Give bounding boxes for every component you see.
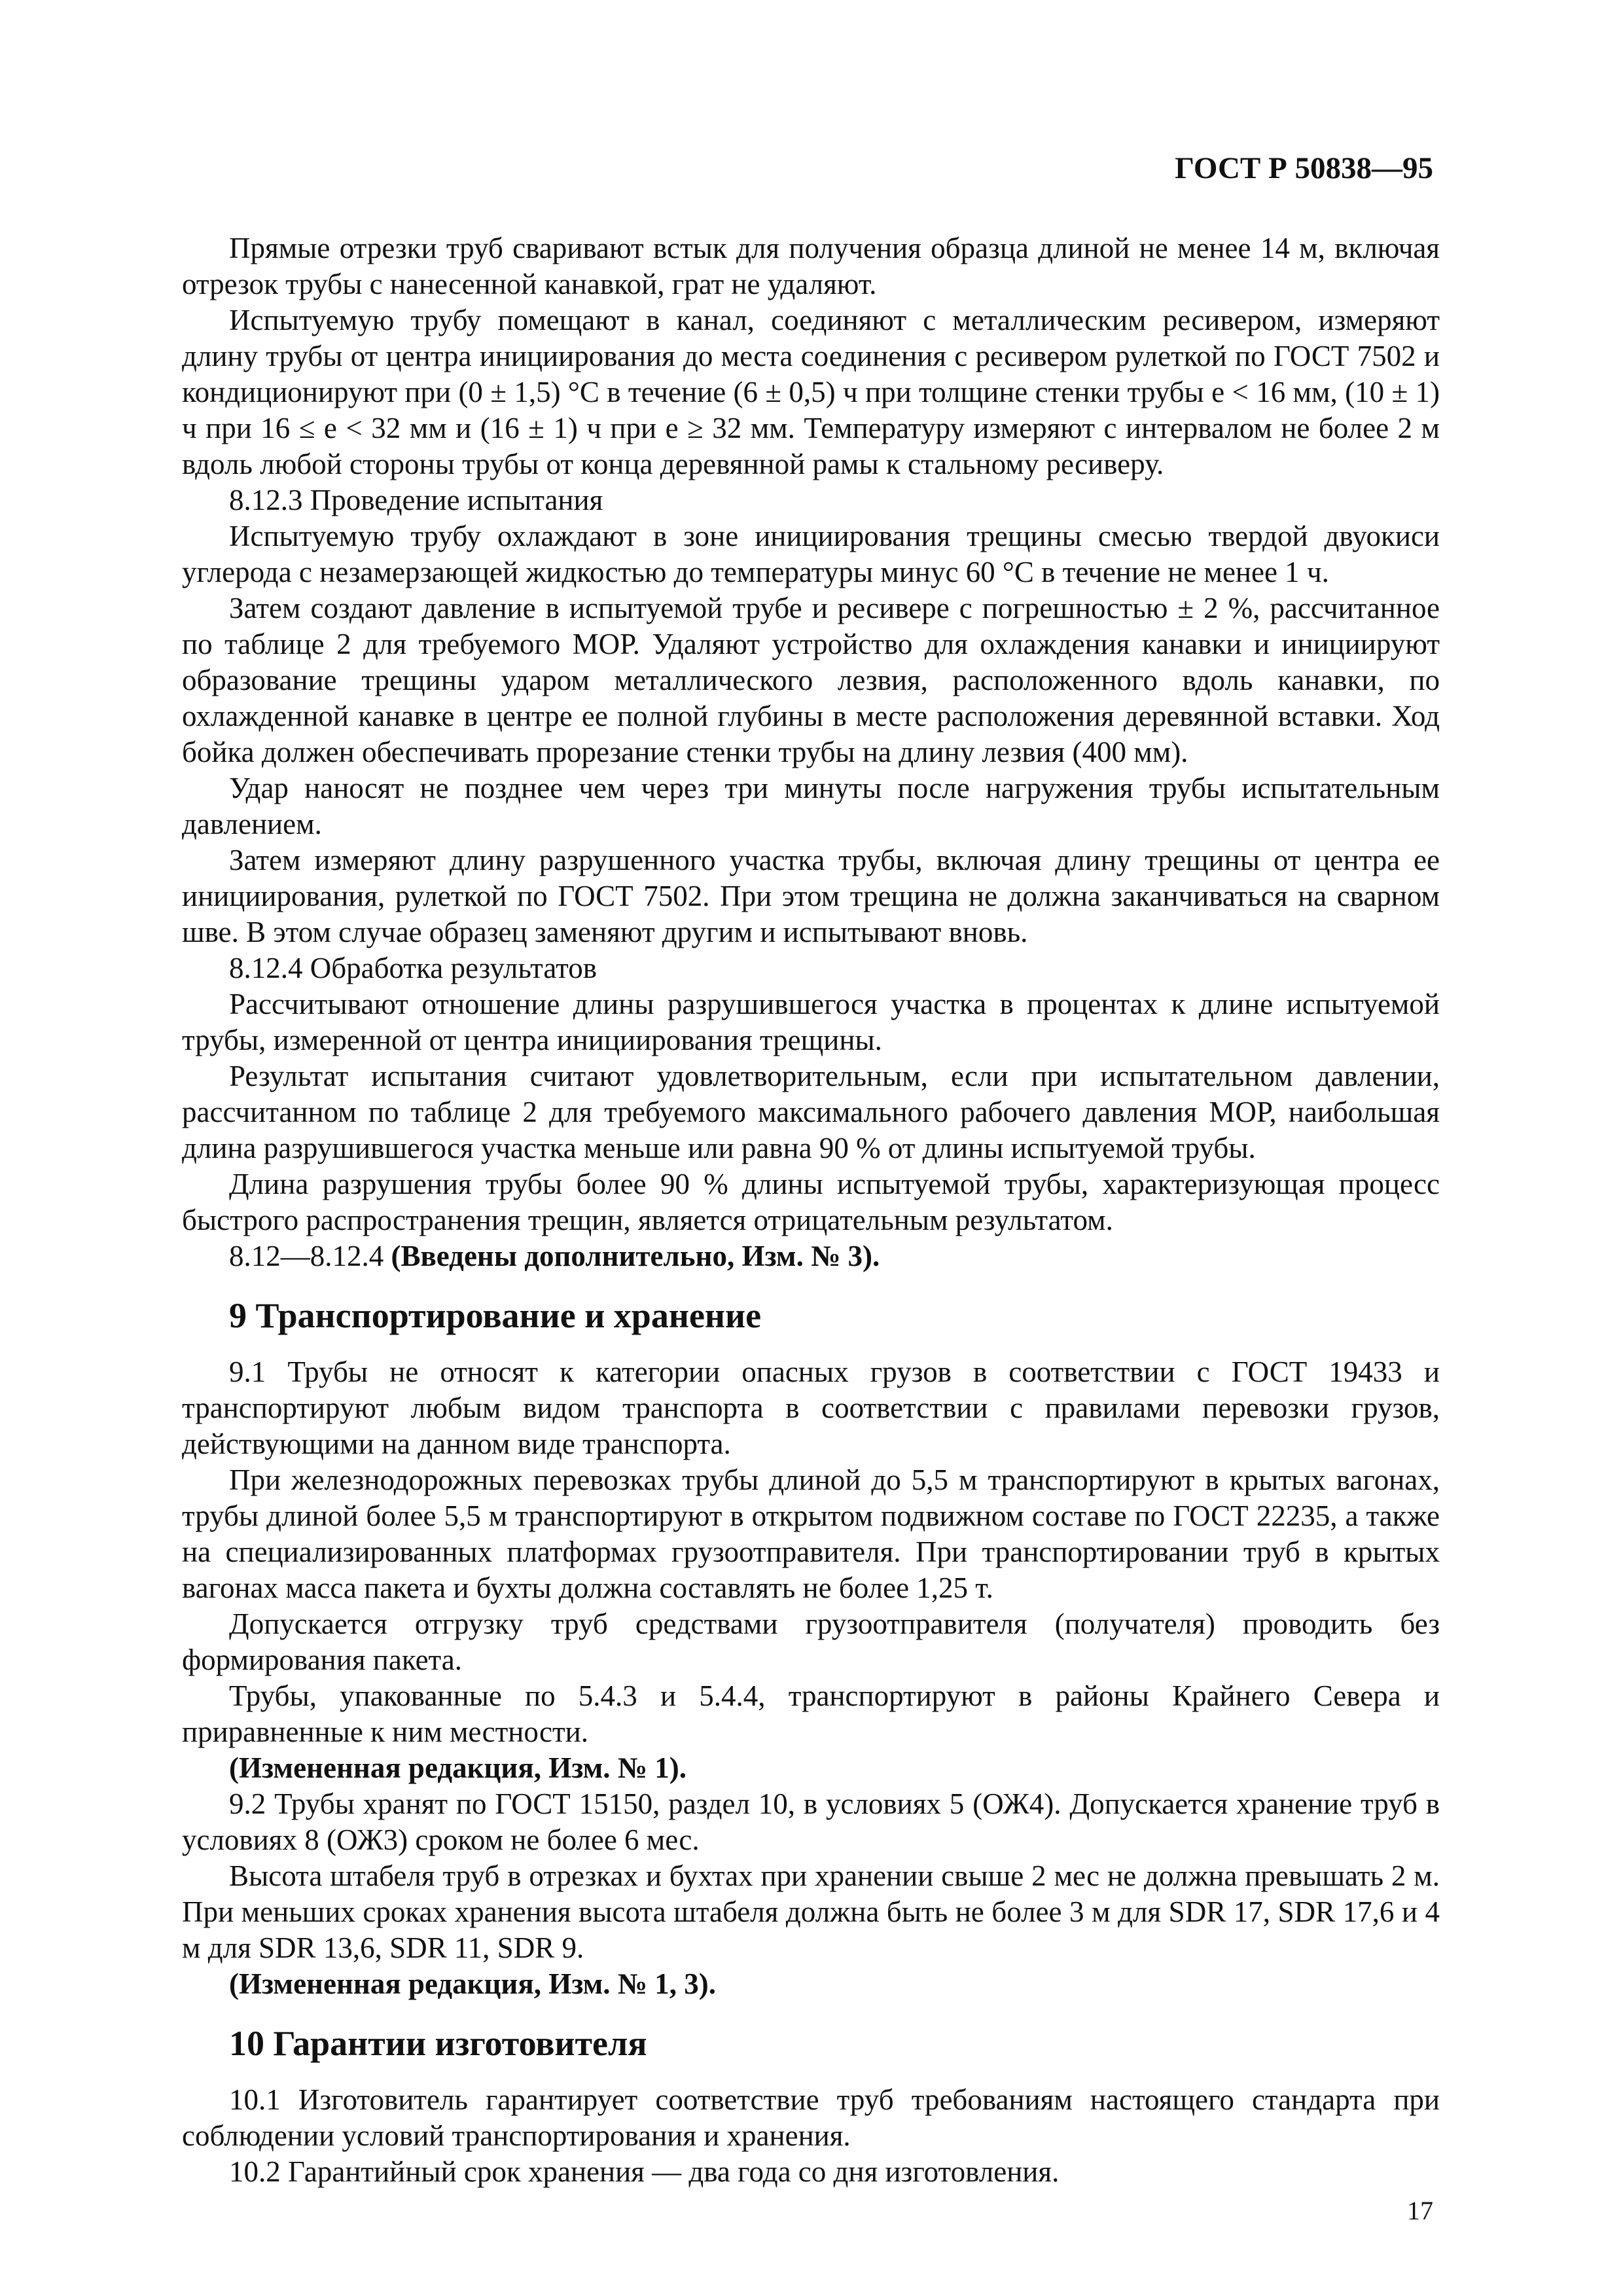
paragraph: Трубы, упакованные по 5.4.3 и 5.4.4, транспортируют в районы Крайнего Севера и приравненные к ним местности. xyxy=(182,1679,1440,1748)
section-heading-10: 10 Гарантии изготовителя xyxy=(229,2024,647,2063)
amendment-note: (Измененная редакция, Изм. № 1). xyxy=(229,1751,687,1784)
section-heading-9: 9 Транспортирование и хранение xyxy=(229,1296,762,1335)
amendment-label: (Введены дополнительно, Изм. № 3). xyxy=(391,1240,880,1272)
page-content xyxy=(182,230,1440,2190)
paragraph: Длина разрушения трубы более 90 % длины испытуемой трубы, характеризующая процесс быстрого распространения трещин, является отрицательным результатом. xyxy=(182,1168,1440,1236)
amendment-range: 8.12—8.12.4 xyxy=(229,1240,391,1272)
paragraph: Высота штабеля труб в отрезках и бухтах при хранении свыше 2 мес не должна превышать 2 м. При меньших сроках хранения высота штабеля должна быть не более 3 м для SDR 17, SDR 17,6 и 4 м для SDR 13,6, SDR 11, SDR 9. xyxy=(182,1859,1440,1964)
amendment-note: (Измененная редакция, Изм. № 1, 3). xyxy=(229,1967,717,2000)
paragraph: Испытуемую трубу помещают в канал, соединяют с металлическим ресивером, измеряют длину трубы от центра инициирования до места соединения с ресивером рулеткой по ГОСТ 7502 и кондиционируют при (0 ± 1,5) °С в течение (6 ± 0,5) ч при толщине стенки трубы e < 16 мм, (10 ± 1) ч при 16 ≤ e < 32 мм и (16 ± 1) ч при e ≥ 32 мм. Температуру измеряют с интервалом не более 2 м вдоль любой стороны трубы от конца деревянной рамы к стальному ресиверу. xyxy=(182,304,1440,480)
paragraph: Рассчитывают отношение длины разрушившегося участка в процентах к длине испытуемой трубы, измеренной от центра инициирования трещины. xyxy=(182,988,1440,1056)
paragraph: Затем создают давление в испытуемой трубе и ресивере с погрешностью ± 2 %, рассчитанное по таблице 2 для требуемого МОР. Удаляют устройство для охлаждения канавки и инициируют образование трещины ударом металлического лезвия, расположенного вдоль канавки, по охлажденной канавке в центре ее полной глубины в месте расположения деревянной вставки. Ход бойка должен обеспечивать прорезание стенки трубы на длину лезвия (400 мм). xyxy=(182,592,1440,768)
amendment-note xyxy=(182,1238,1440,1274)
paragraph: 9.1 Трубы не относят к категории опасных грузов в соответствии с ГОСТ 19433 и транспортируют любым видом транспорта в соответствии с правилами перевозки грузов, действующими на данном виде транспорта. xyxy=(182,1355,1440,1460)
paragraph: Затем измеряют длину разрушенного участка трубы, включая длину трещины от центра ее инициирования, рулеткой по ГОСТ 7502. При этом трещина не должна заканчиваться на сварном шве. В этом случае образец заменяют другим и испытывают вновь. xyxy=(182,844,1440,948)
page-number: 17 xyxy=(1407,2196,1433,2225)
subsection-heading: 8.12.3 Проведение испытания xyxy=(229,484,603,516)
paragraph: Результат испытания считают удовлетворительным, если при испытательном давлении, рассчитанном по таблице 2 для требуемого максимального рабочего давления МОР, наибольшая длина разрушившегося участка меньше или равна 90 % от длины испытуемой трубы. xyxy=(182,1060,1440,1164)
paragraph: При железнодорожных перевозках трубы длиной до 5,5 м транспортируют в крытых вагонах, трубы длиной более 5,5 м транспортируют в открытом подвижном составе по ГОСТ 22235, а также на специализированных платформах грузоотправителя. При транспортировании труб в крытых вагонах масса пакета и бухты должна составлять не более 1,25 т. xyxy=(182,1463,1440,1604)
paragraph: Прямые отрезки труб сваривают встык для получения образца длиной не менее 14 м, включая отрезок трубы с нанесенной канавкой, грат не удаляют. xyxy=(182,232,1440,300)
paragraph: 9.2 Трубы хранят по ГОСТ 15150, раздел 10, в условиях 5 (ОЖ4). Допускается хранение труб в условиях 8 (ОЖ3) сроком не более 6 мес. xyxy=(182,1787,1440,1856)
paragraph: 10.1 Изготовитель гарантирует соответствие труб требованиям настоящего стандарта при соблюдении условий транспортирования и хранения. xyxy=(182,2083,1440,2152)
paragraph: 10.2 Гарантийный срок хранения — два года со дня изготовления. xyxy=(229,2155,1060,2188)
document-header: ГОСТ Р 50838—95 xyxy=(1175,151,1433,185)
subsection-heading: 8.12.4 Обработка результатов xyxy=(229,952,597,984)
paragraph: Испытуемую трубу охлаждают в зоне инициирования трещины смесью твердой двуокиси углерода с незамерзающей жидкостью до температуры минус 60 °С в течение не менее 1 ч. xyxy=(182,520,1440,588)
paragraph: Удар наносят не позднее чем через три минуты после нагружения трубы испытательным давлением. xyxy=(182,772,1440,840)
paragraph: Допускается отгрузку труб средствами грузоотправителя (получателя) проводить без формирования пакета. xyxy=(182,1607,1440,1676)
